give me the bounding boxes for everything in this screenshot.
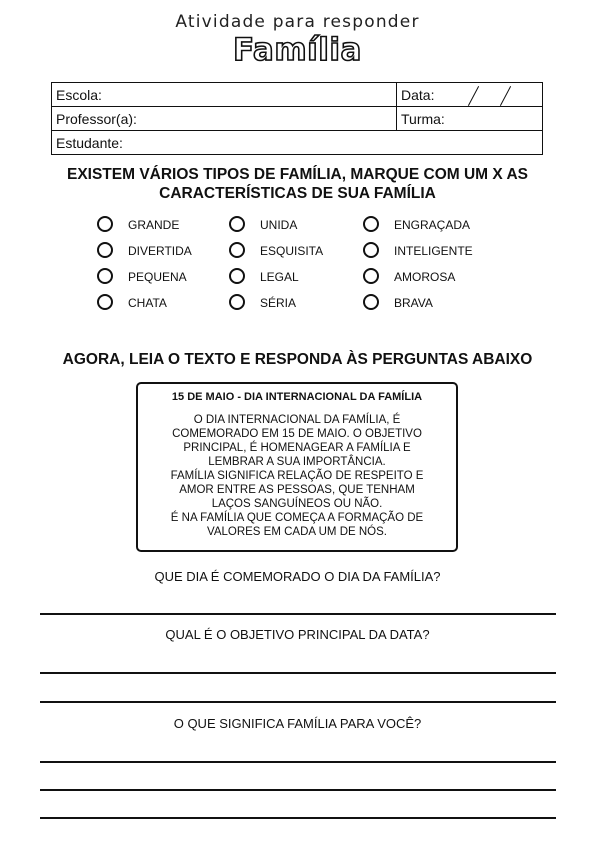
school-field[interactable] xyxy=(52,83,397,107)
option-checkbox[interactable] xyxy=(363,268,379,284)
option-label: AMOROSA xyxy=(394,270,456,284)
option-checkbox[interactable] xyxy=(363,216,379,232)
option-checkbox[interactable] xyxy=(229,242,245,258)
reading-text-box xyxy=(136,382,458,552)
date-field[interactable] xyxy=(397,83,543,107)
option-label: BRAVA xyxy=(394,296,433,310)
activity-subtitle: Atividade para responder xyxy=(175,12,420,32)
option-label: ENGRAÇADA xyxy=(394,218,471,232)
option-checkbox[interactable] xyxy=(363,294,379,310)
date-separator-1 xyxy=(468,86,479,106)
answer-line[interactable] xyxy=(40,672,556,674)
option-checkbox[interactable] xyxy=(97,216,113,232)
student-label: Estudante: xyxy=(56,134,123,151)
class-label: Turma: xyxy=(401,110,445,127)
option-label: ESQUISITA xyxy=(260,244,324,258)
option-checkbox[interactable] xyxy=(229,216,245,232)
answer-line[interactable] xyxy=(40,817,556,819)
teacher-label: Professor(a): xyxy=(56,110,137,127)
section1-heading-line1: EXISTEM VÁRIOS TIPOS DE FAMÍLIA, MARQUE COM UM X AS xyxy=(66,166,528,183)
question-3: O QUE SIGNIFICA FAMÍLIA PARA VOCÊ? xyxy=(173,716,422,731)
option-label: DIVERTIDA xyxy=(128,244,192,258)
reading-title: 15 DE MAIO - DIA INTERNACIONAL DA FAMÍLIA xyxy=(171,391,423,403)
option-checkbox[interactable] xyxy=(97,268,113,284)
option-label: SÉRIA xyxy=(260,296,297,310)
question-1: QUE DIA É COMEMORADO O DIA DA FAMÍLIA? xyxy=(154,569,441,584)
section2-heading: AGORA, LEIA O TEXTO E RESPONDA ÀS PERGUNTAS ABAIXO xyxy=(62,351,533,368)
page-title: Família xyxy=(233,32,362,68)
school-label: Escola: xyxy=(56,86,102,103)
answer-line[interactable] xyxy=(40,789,556,791)
option-checkbox[interactable] xyxy=(97,294,113,310)
answer-line[interactable] xyxy=(40,701,556,703)
student-field[interactable] xyxy=(52,131,543,155)
option-label: GRANDE xyxy=(128,218,180,232)
option-checkbox[interactable] xyxy=(363,242,379,258)
option-label: LEGAL xyxy=(260,270,299,284)
reading-body: O DIA INTERNACIONAL DA FAMÍLIA, É COMEMORADO EM 15 DE MAIO. O OBJETIVO PRINCIPAL, É HOMENAGEAR A FAMÍLIA E LEMBRAR A SUA IMPORTÂNCIA. FAMÍLIA SIGNIFICA RELAÇÃO DE RESPEITO E AMOR ENTRE AS PESSOAS, QUE TENHAM LAÇOS SANGUÍNEOS OU NÃO. É NA FAMÍLIA QUE COMEÇA A FORMAÇÃO DE VALORES EM CADA UM DE NÓS. xyxy=(170,414,424,538)
question-2: QUAL É O OBJETIVO PRINCIPAL DA DATA? xyxy=(165,627,430,642)
section1-heading xyxy=(40,165,555,203)
option-checkbox[interactable] xyxy=(229,294,245,310)
option-label: PEQUENA xyxy=(128,270,187,284)
answer-line[interactable] xyxy=(40,761,556,763)
class-field[interactable] xyxy=(397,107,543,131)
date-label: Data: xyxy=(401,86,435,103)
option-checkbox[interactable] xyxy=(97,242,113,258)
student-info-table xyxy=(51,82,543,155)
date-separator-2 xyxy=(500,86,511,106)
answer-line[interactable] xyxy=(40,613,556,615)
option-checkbox[interactable] xyxy=(229,268,245,284)
section1-heading-line2: CARACTERÍSTICAS DE SUA FAMÍLIA xyxy=(159,185,436,202)
option-label: INTELIGENTE xyxy=(394,244,473,258)
option-label: CHATA xyxy=(128,296,167,310)
teacher-field[interactable] xyxy=(52,107,397,131)
option-label: UNIDA xyxy=(260,218,298,232)
